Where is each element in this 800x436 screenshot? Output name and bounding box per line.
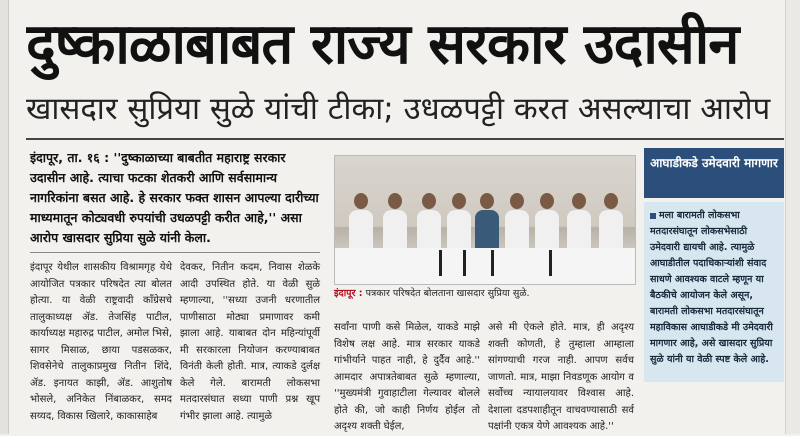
photo-table (335, 248, 635, 284)
press-conference-photo (334, 155, 636, 285)
sidebox-text: मला बारामती लोकसभा मतदारसंघातून लोकसभेसाठी उमेदवारी द्यायची आहे. त्यामुळे आघाडीतील पदाधिकाऱ्यांशी संवाद साधणे आवश्यक वाटले म्हणून या बैठकीचे आयोजन केले असून, बारामती लोकसभा मतदारसंघातून महाविकास आघाडीकडे मी उमेदवारी मागणार आहे, असे खासदार सुप्रिया सुळे यांनी या वेळी स्पष्ट केले आहे. (650, 210, 773, 365)
caption-place: इंदापूर : (334, 288, 363, 299)
subheadline: खासदार सुप्रिया सुळे यांची टीका; उधळपट्टी करत असल्याचा आरोप (26, 91, 771, 127)
microphone-icon (491, 250, 494, 276)
microphone-icon (463, 250, 466, 276)
body-column-3: सर्वांना पाणी कसे मिळेल, याकडे माझे विशेष लक्ष आहे. मात्र सरकार याकडे गांभीर्याने पाहत नाही, हे दुर्दैव आहे.'' आमदार अपात्रतेबाबत सुळे म्हणाल्या, ''मुख्यमंत्री गुवाहाटीला गेल्यावर बोलले होते की, जो काही निर्णय होईल तो अदृश्य शक्ती घेईल, (334, 322, 480, 432)
headline-divider (26, 138, 784, 140)
microphone-icon (439, 250, 442, 276)
caption-text: पत्रकार परिषदेत बोलताना खासदार सुप्रिया सुळे. (365, 288, 530, 299)
adjacent-page-left-edge (0, 0, 9, 434)
microphone-icon (549, 250, 552, 276)
body-column-4: असे मी ऐकले होते. मात्र, ही अदृश्य शक्ती कोणती, हे तुम्हाला आम्हाला सांगण्याची गरज नाही. आपण सर्वच जाणतो. मात्र, माझा निवडणूक आयोग व सर्वोच्च न्यायालयावर विश्वास आहे. देशाला दडपशाहीतून वाचवण्यासाठी सर्व पक्षांनी एकत्र येणे आवश्यक आहे.'' (488, 322, 634, 432)
headline: दुष्काळाबाबत राज्य सरकार उदासीन (26, 12, 739, 77)
adjacent-page-right-edge (785, 0, 800, 434)
lede-paragraph: इंदापूर, ता. १६ : ''दुष्काळाच्या बाबतीत महाराष्ट्र सरकार उदासीन आहे. त्याचा फटका शेतकरी आणि सर्वसामान्य नागरिकांना बसत आहे. हे सरकार फक्त शासन आपल्या दारीच्या माध्यमातून कोट्यवधी रुपयांची उधळपट्टी करीत आहे,'' असा आरोप खासदार सुप्रिया सुळे यांनी केला. (30, 150, 319, 245)
lede-divider (30, 252, 320, 253)
photo-caption (334, 287, 634, 301)
sidebox-title: आघाडीकडे उमेदवारी मागणार (644, 148, 784, 198)
bullet-square-icon (650, 213, 656, 219)
body-column-2: देवकर, नितीन कदम, निवास शेळके आदी उपस्थित होते. या वेळी सुळे म्हणाल्या, ''सध्या उजनी धरणातील पाणीसाठा मोठ्या प्रमाणावर कमी झाला आहे. याबाबत दोन महिन्यांपूर्वी मी सरकारला नियोजन करण्याबाबत विनंती केली होती. मात्र, त्याकडे दुर्लक्ष केले गेले. बारामती लोकसभा मतदारसंघात सध्या पाणी प्रश्न खूप गंभीर झाला आहे. त्यामुळे (180, 262, 320, 422)
sidebox-body (644, 202, 784, 382)
body-column-1: इंदापूर येथील शासकीय विश्रामगृह येथे आयोजित पत्रकार परिषदेत त्या बोलत होत्या. या वेळी राष्ट्रवादी काँग्रेसचे तालुकाध्यक्ष ॲड. तेजसिंह पाटील, कार्याध्यक्ष महारुद्र पाटील, अमोल भिसे, सागर मिसाळ, छाया पडसळकर, शिवसेनेचे तालुकाप्रमुख नितीन शिंदे, ॲड. इनायत काझी, ॲड. आशुतोष भोसले, अनिकेत निंबाळकर, समद सय्यद, विकास खिलारे, काकासाहेब (30, 262, 172, 422)
